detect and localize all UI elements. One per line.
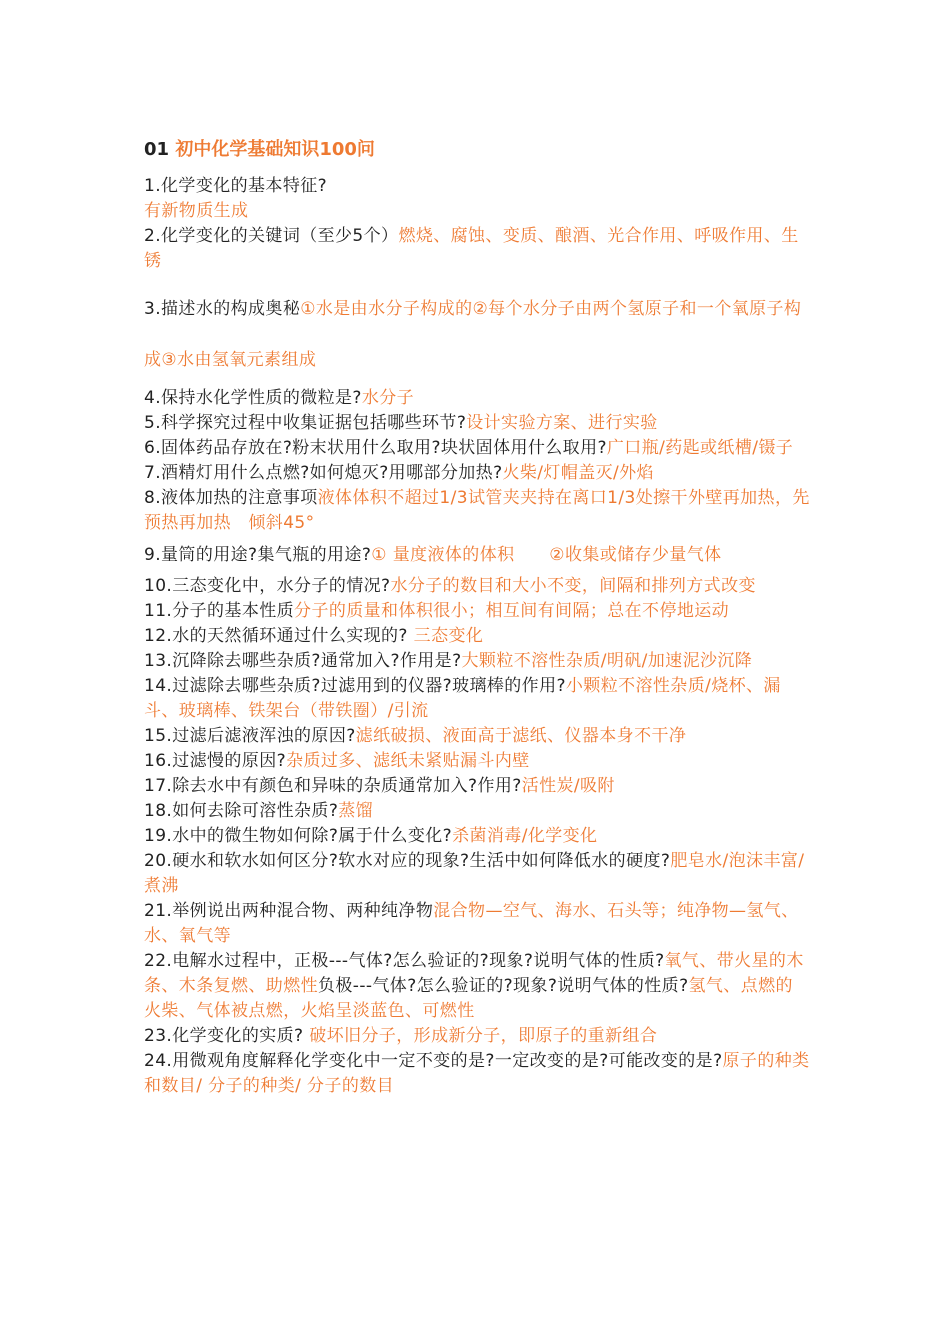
question-text: 11.分子的基本性质	[144, 601, 295, 621]
page-title	[144, 136, 810, 164]
answer-text: 液体体积不超过1/3试管夹夹持在离口1/3处擦干外壁再加热，先预热再加热 倾斜45°	[144, 488, 810, 533]
question-10	[144, 574, 810, 599]
question-text: 16.过滤慢的原因?	[144, 751, 287, 771]
question-24	[144, 1049, 810, 1099]
answer-1	[144, 199, 810, 224]
answer-text: 氧气、带火星的木条、木条复燃、助燃性	[144, 951, 804, 996]
question-text: 22.电解水过程中，正极---气体?怎么验证的?现象?说明气体的性质?	[144, 951, 665, 971]
answer-text: ①水是由水分子构成的②每个水分子由两个氢原子和一个氧原子构成③水由氢氧元素组成	[144, 299, 802, 370]
answer-text: 肥皂水/泡沫丰富/煮沸	[144, 851, 805, 896]
question-5	[144, 411, 810, 436]
question-text: 17.除去水中有颜色和异味的杂质通常加入?作用?	[144, 776, 522, 796]
question-8	[144, 486, 810, 536]
question-text: 23.化学变化的实质?	[144, 1026, 304, 1046]
question-19	[144, 824, 810, 849]
question-12	[144, 624, 810, 649]
answer-text: 小颗粒不溶性杂质/烧杯、漏斗、玻璃棒、铁架台（带铁圈）/引流	[144, 676, 781, 721]
answer-text: 分子的质量和体积很小；相互间有间隔；总在不停地运动	[294, 601, 730, 621]
answer-text: 火柴/灯帽盖灭/外焰	[502, 463, 654, 483]
question-21	[144, 899, 810, 949]
answer-text: 破坏旧分子，形成新分子，即原子的重新组合	[303, 1026, 658, 1046]
question-text: 7.酒精灯用什么点燃?如何熄灭?用哪部分加热?	[144, 463, 503, 483]
question-20	[144, 849, 810, 899]
answer-text: 设计实验方案、进行实验	[466, 413, 658, 433]
answer-text: 水分子	[361, 388, 415, 408]
question-text: 4.保持水化学性质的微粒是?	[144, 388, 362, 408]
answer-text: ① 量度液体的体积 ②收集或储存少量气体	[371, 545, 722, 565]
answer-text: 活性炭/吸附	[521, 776, 615, 796]
title-number: 01	[144, 139, 170, 160]
question-14	[144, 674, 810, 724]
question-text: 24.用微观角度解释化学变化中一定不变的是?一定改变的是?可能改变的是?	[144, 1051, 723, 1071]
question-text: 12.水的天然循环通过什么实现的?	[144, 626, 408, 646]
document-page	[144, 136, 810, 1099]
question-4	[144, 386, 810, 411]
question-17	[144, 774, 810, 799]
question-text: 8.液体加热的注意事项	[144, 488, 318, 508]
answer-text: 原子的种类和数目/ 分子的种类/ 分子的数目	[144, 1051, 810, 1096]
answer-text: 广口瓶/药匙或纸槽/镊子	[606, 438, 794, 458]
question-6	[144, 436, 810, 461]
answer-text: 蒸馏	[338, 801, 374, 821]
question-23	[144, 1024, 810, 1049]
question-15	[144, 724, 810, 749]
question-text: 5.科学探究过程中收集证据包括哪些环节?	[144, 413, 467, 433]
answer-text: 杂质过多、滤纸未紧贴漏斗内壁	[286, 751, 530, 771]
question-text: 1.化学变化的基本特征?	[144, 176, 328, 196]
question-text: 14.过滤除去哪些杂质?过滤用到的仪器?玻璃棒的作用?	[144, 676, 566, 696]
question-13	[144, 649, 810, 674]
answer-text: 三态变化	[407, 626, 484, 646]
answer-text: 大颗粒不溶性杂质/明矾/加速泥沙沉降	[461, 651, 753, 671]
question-text: 9.量筒的用途?集气瓶的用途?	[144, 545, 372, 565]
answer-text: 混合物—空气、海水、石头等；纯净物—氢气、水、氧气等	[144, 901, 799, 946]
question-text: 15.过滤后滤液浑浊的原因?	[144, 726, 356, 746]
question-text: 2.化学变化的关键词（至少5个）	[144, 226, 399, 246]
answer-text-negative: 氢气、点燃的火柴、气体被点燃，火焰呈淡蓝色、可燃性	[144, 976, 793, 1021]
question-text: 20.硬水和软水如何区分?软水对应的现象?生活中如何降低水的硬度?	[144, 851, 671, 871]
question-text: 10.三态变化中，水分子的情况?	[144, 576, 391, 596]
answer-text: 杀菌消毒/化学变化	[452, 826, 598, 846]
question-1	[144, 174, 810, 199]
answer-text: 滤纸破损、液面高于滤纸、仪器本身不干净	[355, 726, 687, 746]
title-text: 初中化学基础知识100问	[175, 139, 375, 160]
question-text: 13.沉降除去哪些杂质?通常加入?作用是?	[144, 651, 462, 671]
question-2	[144, 224, 810, 274]
answer-text: 有新物质生成	[144, 201, 249, 221]
question-18	[144, 799, 810, 824]
question-text: 6.固体药品存放在?粉末状用什么取用?块状固体用什么取用?	[144, 438, 607, 458]
question-11	[144, 599, 810, 624]
question-text: 19.水中的微生物如何除?属于什么变化?	[144, 826, 453, 846]
question-3	[144, 284, 810, 386]
question-text: 18.如何去除可溶性杂质?	[144, 801, 339, 821]
question-16	[144, 749, 810, 774]
answer-text: 水分子的数目和大小不变，间隔和排列方式改变	[390, 576, 756, 596]
question-text: 21.举例说出两种混合物、两种纯净物	[144, 901, 434, 921]
question-22	[144, 949, 810, 1024]
question-9	[144, 536, 810, 574]
question-text: 3.描述水的构成奥秘	[144, 299, 301, 319]
question-7	[144, 461, 810, 486]
answer-text: 燃烧、腐蚀、变质、酿酒、光合作用、呼吸作用、生锈	[144, 226, 799, 271]
question-text-negative: 负极---气体?怎么验证的?现象?说明气体的性质?	[318, 976, 689, 996]
